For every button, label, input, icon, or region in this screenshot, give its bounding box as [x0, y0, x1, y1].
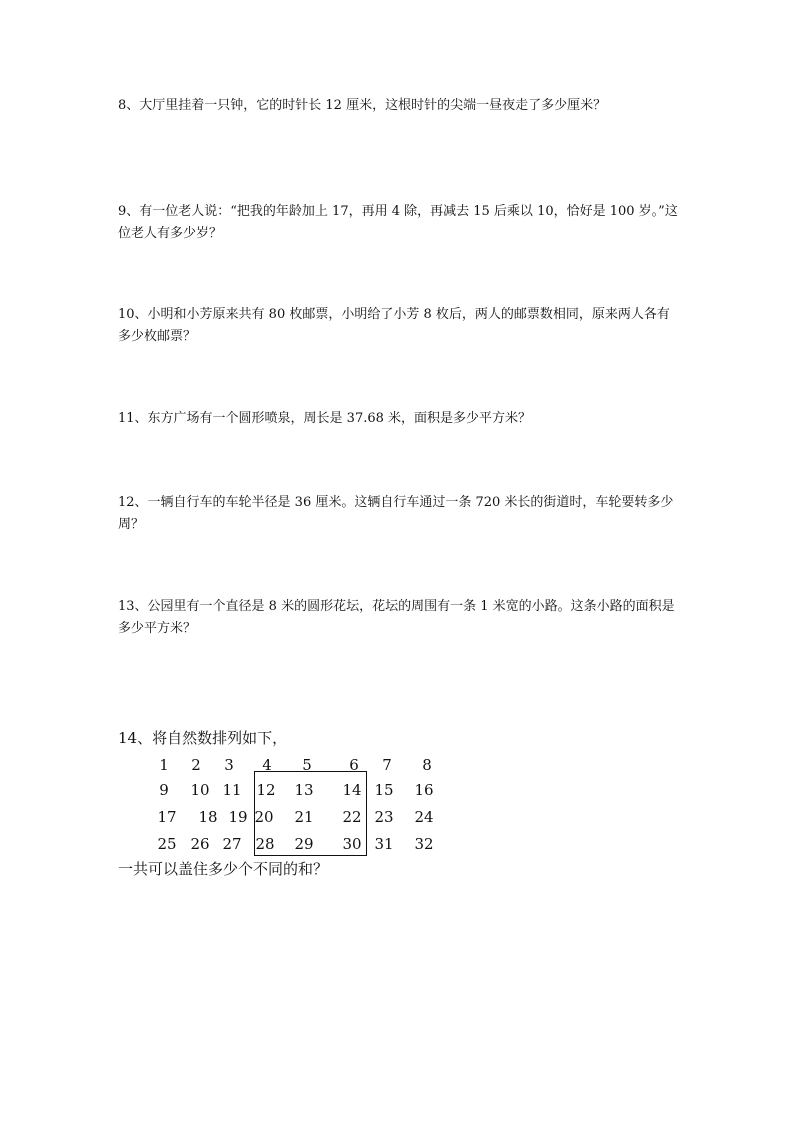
grid-number: 26	[190, 835, 210, 853]
grid-number: 6	[349, 756, 359, 774]
grid-number: 31	[374, 835, 394, 853]
grid-number: 15	[374, 781, 394, 799]
grid-number: 9	[159, 781, 169, 799]
grid-number: 11	[222, 781, 242, 799]
question-11: 11、东方广场有一个圆形喷泉，周长是 37.68 米，面积是多少平方米？	[118, 411, 532, 426]
grid-number: 2	[191, 756, 201, 774]
grid-number: 10	[190, 781, 210, 799]
cover-frame	[254, 771, 367, 856]
grid-number: 23	[374, 808, 394, 826]
grid-number: 5	[302, 756, 312, 774]
grid-number: 25	[157, 835, 177, 853]
grid-number: 14	[342, 781, 362, 799]
question-13: 13、公园里有一个直径是 8 米的圆形花坛，花坛的周围有一条 1 米宽的小路。这条小路的面积是多少平方米？	[118, 599, 675, 636]
question-12: 12、一辆自行车的车轮半径是 36 厘米。这辆自行车通过一条 720 米长的街道时，车轮要转多少周？	[118, 495, 674, 532]
grid-number: 20	[254, 808, 274, 826]
question-8: 8、大厅里挂着一只钟，它的时针长 12 厘米，这根时针的尖端一昼夜走了多少厘米？	[118, 98, 607, 113]
grid-number: 12	[256, 781, 276, 799]
grid-number: 4	[262, 756, 272, 774]
grid-number: 3	[224, 756, 234, 774]
grid-number: 8	[422, 756, 432, 774]
grid-number: 18	[198, 808, 218, 826]
grid-number: 7	[382, 756, 392, 774]
grid-number: 32	[414, 835, 434, 853]
grid-number: 17	[157, 808, 177, 826]
grid-number: 27	[222, 835, 242, 853]
grid-number: 22	[342, 808, 362, 826]
grid-number: 28	[255, 835, 275, 853]
grid-number: 1	[159, 756, 169, 774]
question-9: 9、有一位老人说：“把我的年龄加上 17，再用 4 除，再减去 15 后乘以 10，恰好是 100 岁。”这位老人有多少岁？	[118, 204, 678, 241]
question-10: 10、小明和小芳原来共有 80 枚邮票，小明给了小芳 8 枚后，两人的邮票数相同，原来两人各有多少枚邮票？	[118, 307, 670, 344]
question-14-title: 14、将自然数排列如下，	[118, 729, 288, 747]
grid-number: 30	[342, 835, 362, 853]
grid-number: 16	[414, 781, 434, 799]
grid-number: 29	[294, 835, 314, 853]
grid-number: 19	[228, 808, 248, 826]
grid-number: 21	[294, 808, 314, 826]
question-14-prompt: 一共可以盖住多少个不同的和？	[118, 860, 329, 878]
grid-number: 24	[414, 808, 434, 826]
grid-number: 13	[294, 781, 314, 799]
